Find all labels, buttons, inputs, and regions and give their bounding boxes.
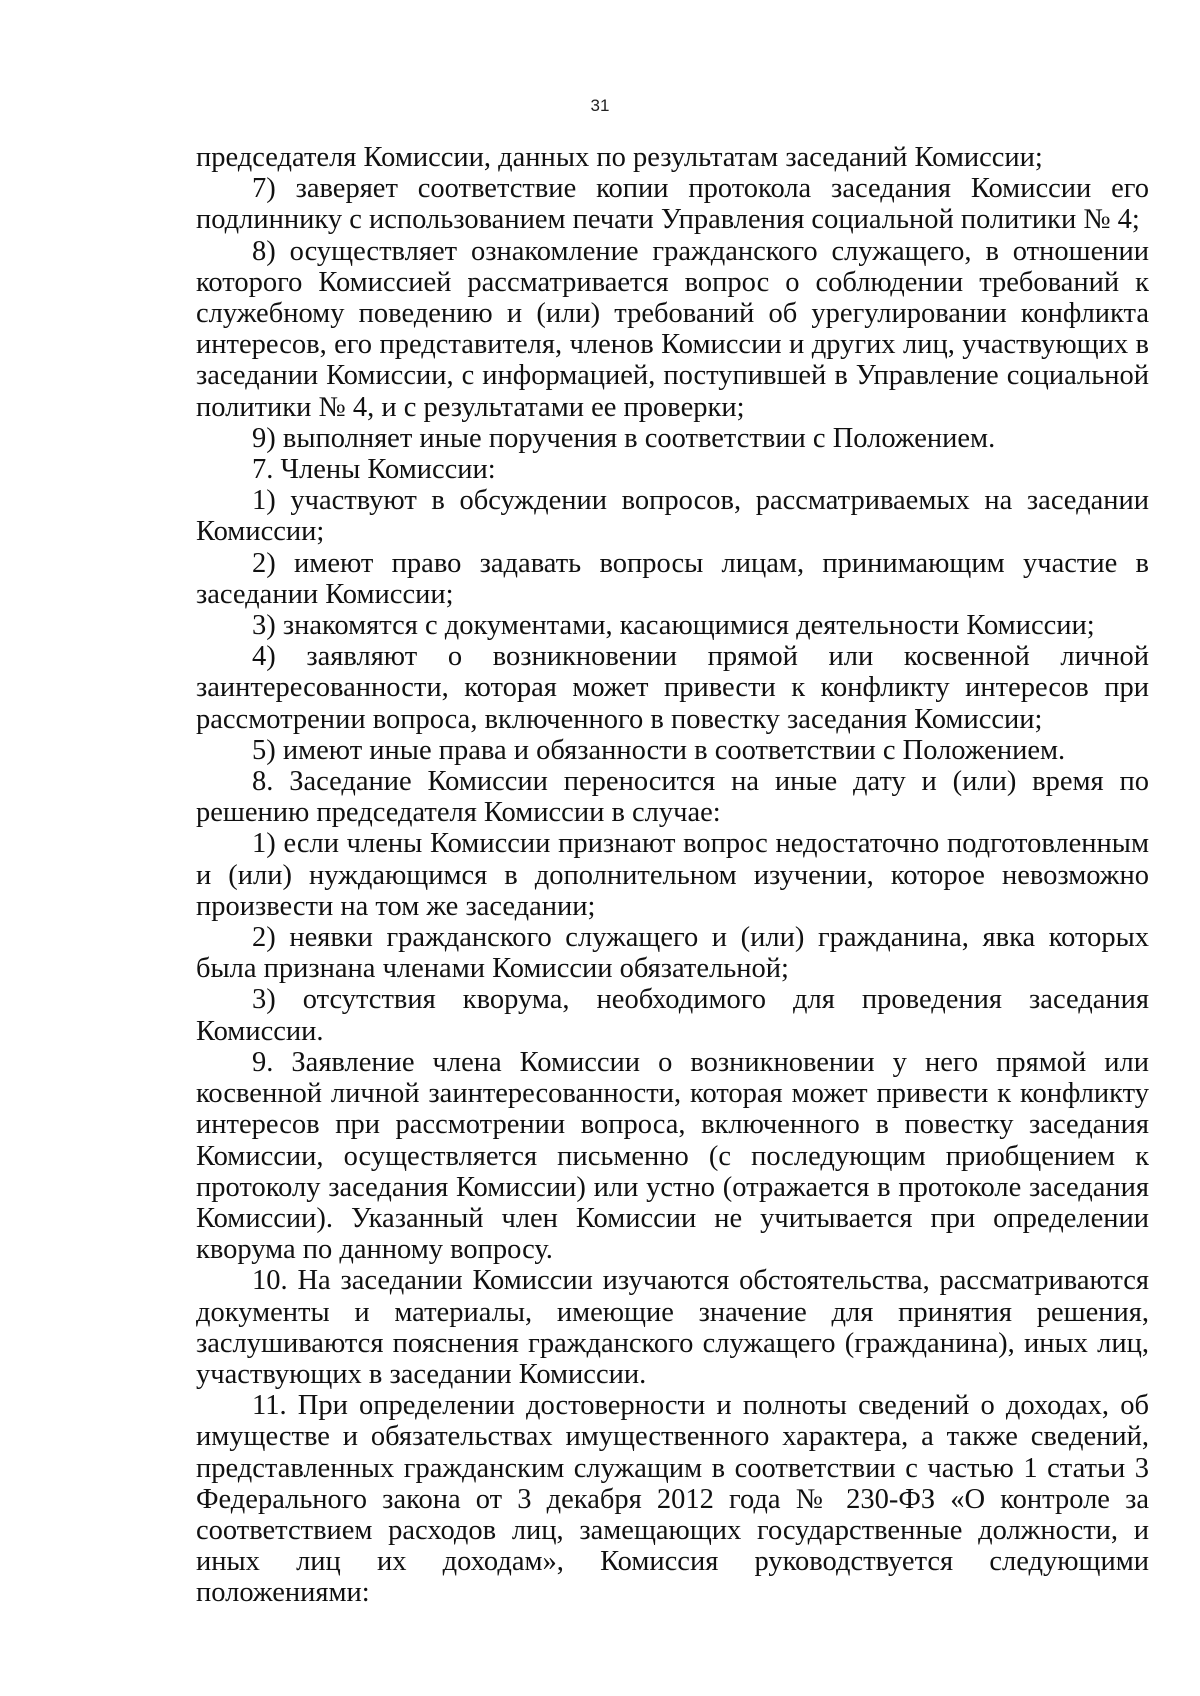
page-number: 31 (590, 96, 610, 115)
paragraph: 3) знакомятся с документами, касающимися деятельности Комиссии; (252, 610, 1095, 642)
paragraph: 4) заявляют о возникновении прямой или косвенной личной заинтересованности, которая может привести к конфликту интересов при рассмотрении вопроса, включенного в повестку заседания Комиссии; (196, 641, 1149, 735)
paragraph: 8) осуществляет ознакомление гражданского служащего, в отношении которого Комиссией рассматривается вопрос о соблюдении требований к служебному поведению и (или) требований об урегулировании конфликта интересов, его представителя, членов Комиссии и других лиц, участвующих в заседании Комиссии, с информацией, поступившей в Управление социальной политики № 4, и с результатами ее проверки; (196, 235, 1149, 423)
paragraph: 7) заверяет соответствие копии протокола заседания Комиссии его подлиннику с использованием печати Управления социальной политики № 4; (196, 173, 1149, 236)
paragraph: 9) выполняет иные поручения в соответствии с Положением. (252, 422, 996, 454)
paragraph: 1) если члены Комиссии признают вопрос недостаточно подготовленным и (или) нуждающимся в дополнительном изучении, которое невозможно произвести на том же заседании; (196, 828, 1149, 922)
paragraph: 3) отсутствия кворума, необходимого для проведения заседания Комиссии. (196, 984, 1149, 1047)
paragraph: 10. На заседании Комиссии изучаются обстоятельства, рассматриваются документы и материалы, имеющие значение для принятия решения, заслушиваются пояснения гражданского служащего (гражданина), иных лиц, участвующих в заседании Комиссии. (196, 1265, 1149, 1390)
paragraph: 11. При определении достоверности и полноты сведений о доходах, об имуществе и обязательствах имущественного характера, а также сведений, представленных гражданским служащим в соответствии с частью 1 статьи 3 Федерального закона от 3 декабря 2012 года № 230-ФЗ «О контроле за соответствием расходов лиц, замещающих государственные должности, и иных лиц их доходам», Комиссия руководствуется следующими положениями: (196, 1390, 1149, 1609)
paragraph: 5) имеют иные права и обязанности в соответствии с Положением. (252, 734, 1066, 766)
paragraph: 7. Члены Комиссии: (252, 454, 496, 486)
paragraph: председателя Комиссии, данных по результатам заседаний Комиссии; (196, 142, 1043, 173)
paragraph: 2) неявки гражданского служащего и (или) гражданина, явка которых была признана членами Комиссии обязательной; (196, 922, 1149, 985)
paragraph: 9. Заявление члена Комиссии о возникновении у него прямой или косвенной личной заинтересованности, которая может привести к конфликту интересов при рассмотрении вопроса, включенного в повестку заседания Комиссии, осуществляется письменно (с последующим приобщением к протоколу заседания Комиссии) или устно (отражается в протоколе заседания Комиссии). Указанный член Комиссии не учитывается при определении кворума по данному вопросу. (196, 1046, 1149, 1266)
paragraph: 8. Заседание Комиссии переносится на иные дату и (или) время по решению председателя Комиссии в случае: (196, 766, 1149, 829)
paragraph: 1) участвуют в обсуждении вопросов, рассматриваемых на заседании Комиссии; (196, 485, 1149, 548)
paragraph: 2) имеют право задавать вопросы лицам, принимающим участие в заседании Комиссии; (196, 547, 1149, 610)
body-text (196, 142, 1149, 1609)
